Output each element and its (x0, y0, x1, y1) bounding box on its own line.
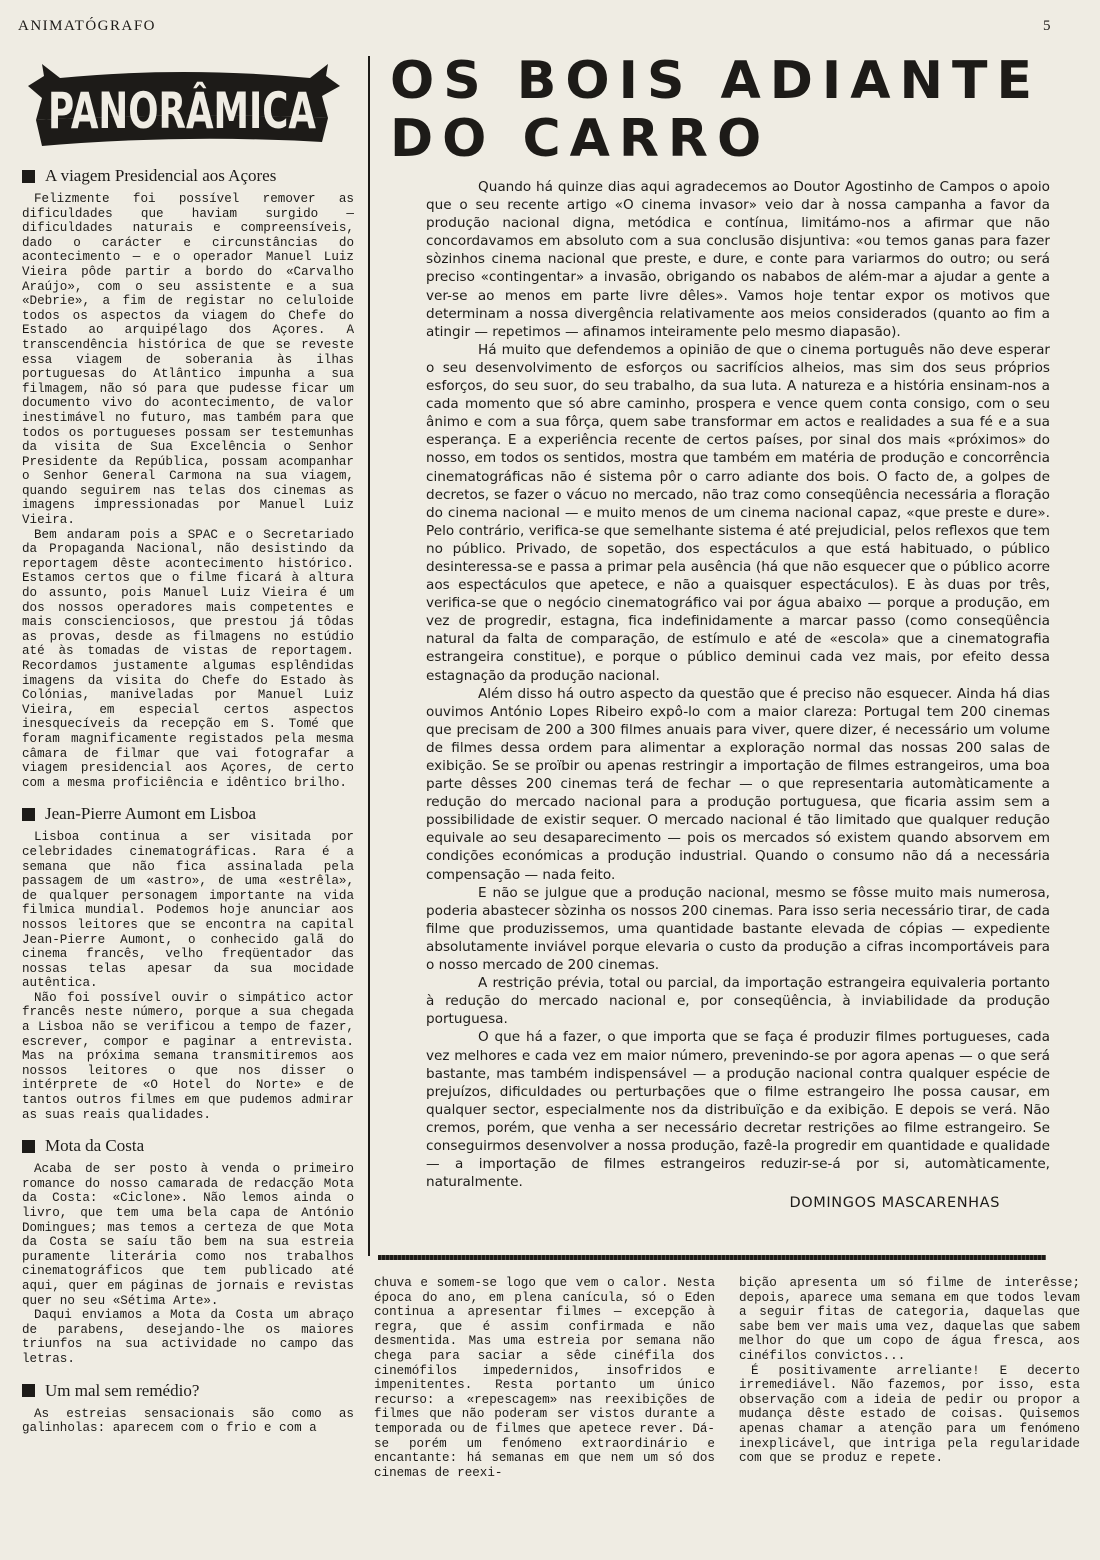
article-paragraph: O que há a fazer, o que importa que se faça é produzir filmes portugueses, cada vez melhores e cada vez em maior número, prevenindo-se por agora apenas — o que será bastante, mas também indispensável — a produção nacional contra qualquer espécie de prejuízos, dificuldades ou perturbações que o filme estrangeiro lhe possa causar, em qualquer sector, especialmente nos da distribuïção e da exibição. E depois se verá. Não cremos, porém, que venha a ser necessário decretar restrições ao filme estrangeiro. Se conseguirmos desenvolver a nossa produção, fazê-la progredir em quantidade e qualidade — a importação de filmes estrangeiros reduzir-se-á por si, automàticamente, naturalmente. (426, 1029, 1050, 1191)
square-bullet-icon (22, 1384, 35, 1397)
article-paragraph: A restrição prévia, total ou parcial, da importação estrangeira equivaleria portanto à redução do mercado nacional e, por conseqüência, à inviabilidade da produção portuguesa. (426, 975, 1050, 1028)
continuation-paragraph: chuva e somem-se logo que vem o calor. Nesta época do ano, em plena canícula, só o Eden continua a apresentar filmes — excepção à regra, que é assim confirmada e não desmentida. Mas uma estreia por semana não chega para saciar a sêde cinéfila dos cinemófilos impedernidos, insofridos e impenitentes. Resta portanto um único recurso: a «repescagem» nas reexibições de filmes que não poderam ser vistos durante a temporada ou de filmes que apetece rever. Dá-se porém um fenómeno extraordinário e encantante: há semanas em que nem um só dos cinemas de reexi- (374, 1276, 715, 1480)
section-title: Mota da Costa (45, 1136, 145, 1156)
section-title: Um mal sem remédio? (45, 1380, 200, 1400)
article-byline: DOMINGOS MASCARENHAS (789, 1195, 1000, 1212)
section-paragraph: Não foi possível ouvir o simpático actor francês neste número, porque a sua chegada a Lisboa não se verificou a tempo de fazer, escrever, compor e paginar a entrevista. Mas na próxima semana transmitiremos aos nossos leitores o que nos disser o intérprete de «O Hotel do Norte» e de tantos outros filmes em que pudemos admirar as suas reais qualidades. (22, 990, 354, 1122)
panoramica-column (22, 56, 425, 1546)
article-paragraph: Há muito que defendemos a opinião de que o cinema português não deve esperar o seu desenvolvimento de esforços ou sacrifícios alheios, mas sim dos seus próprios esforços, do seu suor, do seu trabalho, da sua luta. A natureza e a história ensinam-nos a cada momento que só abre caminho, prospera e vence quem conta consigo, com o seu ânimo e com a sua fôrça, quem sabe transformar em actos e realidades a sua fé e a sua esperança. E a experiência recente de certos países, por sinal dos mais «próximos» do nosso, em todos os sentidos, mostra que também em matéria de produção e concorrência cinematográficas não é sistema pôr o carro adiante dos bois. O facto de, a golpes de decretos, se fazer o vácuo no mercado, não traz como conseqüência necessária a floração do cinema nacional — e muito menos de um cinema nacional capaz, «que preste e dure». Pelo contrário, verifica-se que semelhante sistema é até prejudicial, pelos reflexos que tem no público. Privado, de sopetão, dos espectáculos a que está habituado, o público desinteressa-se e passa a primar pela ausência (há que não esquecer que o público acorre aos espectáculos que apetece, e não a quaisquer espectáculos). E às duas por três, verifica-se que o negócio cinematográfico vai por água abaixo — porque a produção, em vez de progredir, estagna, fica indefinidamente a marcar passo (como conseqüência natural da falta de comparação, de estímulo e até de «escola» que a cinematografia estrangeira constitue), e porque o público deminui cada vez mais, por efeito dessa estagnação da produção nacional. (426, 341, 1050, 684)
headline-line-2: DO CARRO (390, 109, 771, 169)
section-viagem (22, 166, 354, 790)
section-paragraph: Daqui enviamos a Mota da Costa um abraço de parabens, desejando-lhe os maiores triunfos na sua actividade no campo das letras. (22, 1308, 354, 1366)
article-body (382, 178, 1050, 1211)
page-number: 5 (1043, 18, 1052, 34)
running-head (18, 18, 1052, 40)
section-mota-da-costa (22, 1136, 354, 1366)
section-aumont (22, 804, 354, 1122)
section-title: A viagem Presidencial aos Açores (45, 166, 277, 185)
horizontal-divider (378, 1255, 1046, 1260)
section-paragraph: Bem andaram pois a SPAC e o Secretariado da Propaganda Nacional, não desistindo da reportagem dêste acontecimento histórico. Estamos certos que o filme ficará à altura do assunto, pois Manuel Luiz Vieira é um dos nossos operadores mais competentes e mais conscienciosos, que prestou já tôdas as provas, desde as filmagens no estúdio até às tomadas de vistas de reportagem. Recordamos justamente algumas esplêndidas imagens da visita do Chefe do Estado às Colónias, maniveladas por Manuel Luiz Vieira, em especial certos aspectos inesquecíveis da recepção em S. Tomé que foram magnificamente registados pela mesma câmara de filmar que vai fotografar a viagem presidencial aos Açores, de certo com a mesma proficiência e idêntico brilho. (22, 527, 354, 790)
panoramica-logo-banner (22, 56, 425, 152)
section-title: Jean-Pierre Aumont em Lisboa (45, 804, 257, 824)
article-headline (382, 52, 1050, 168)
article-paragraph: Além disso há outro aspecto da questão que é preciso não esquecer. Ainda há dias ouvimos António Lopes Ribeiro expô-lo com a maior clareza: Portugal tem 200 cinemas que precisam de 200 a 300 filmes anuais para viver, quere dizer, é necessário um volume de filmes dessa ordem para alimentar a exploração normal das nossas 200 salas de exibição. Se se proïbir ou apenas restringir a importação de filmes estrangeiros, uma boa parte dêsses 200 cinemas terá de fechar — o que representaria automàticamente a redução do mercado nacional para a produção portuguesa, que ficaria assim sem a possibilidade de existir sequer. O mercado nacional é tão limitado que qualquer redução equivale ao seu desaparecimento — pois os mercados só existem quando absorvem em condições económicas a produção industrial. Quando o consumo não dá a necessária compensação — nada feito. (426, 685, 1050, 883)
continuation-paragraph: bição apresenta um só filme de interêsse; depois, aparece uma semana em que todos levam a seguir fitas de categoria, daquelas que sabe bem ver mais uma vez, daquelas que sabem melhor do que um copo de água fresca, aos cinéfilos convictos... (739, 1276, 1080, 1363)
section-paragraph: Acaba de ser posto à venda o primeiro romance do nosso camarada de redacção Mota da Costa: «Ciclone». Não lemos ainda o livro, que tem uma bela capa de António Domingues; mas temos a certeza de que Mota da Costa se saíu tão bem na sua estreia puramente literária como nos trabalhos cinematográficos que tem publicado até aqui, quer em páginas de jornais e revistas quer no seu «Sétima Arte». (22, 1162, 354, 1308)
column-divider (368, 56, 370, 1256)
continuation-paragraph: É positivamente arreliante! E decerto irremediável. Não fazemos, por isso, esta observação com a ideia de pedir ou propor a mudança dêste estado de coisas. Quisemos apenas chamar a atenção para um fenómeno inexplicável, que intriga pela regularidade com que se produz e repete. (739, 1363, 1080, 1466)
magazine-title: ANIMATÓGRAFO (18, 18, 157, 34)
headline-line-1: OS BOIS ADIANTE (390, 51, 1042, 111)
continuation-column-1 (374, 1276, 715, 1480)
section-paragraph: As estreias sensacionais são como as galinholas: aparecem com o frio e com a (22, 1406, 354, 1436)
section-paragraph: Felizmente foi possível remover as dificuldades que haviam surgido — dificuldades naturais e compreensíveis, dado o carácter e circunstâncias do acontecimento — e o operador Manuel Luiz Vieira pôde partir a bordo do «Carvalho Araújo», com o seu assistente e a sua «Debrie», a fim de registar no celuloide todos os aspectos da viagem do Chefe do Estado ao arquipélago dos Açores. A transcendência histórica de que se reveste essa viagem de soberania às ilhas portuguesas do Atlântico impunha a sua filmagem, não só para que pudesse ficar um documento vivo do acontecimento, de valor inestimável no futuro, mas também para que todos os portugueses possam ser testemunhas da visita de Sua Excelência o Senhor Presidente da República, possam acompanhar o Senhor General Carmona na sua viagem, quando seguirem nas telas dos cinemas as imagens impressionadas por Manuel Luiz Vieira. (22, 192, 354, 528)
panoramica-logo-text: PANORÂMICA (48, 82, 425, 140)
square-bullet-icon (22, 808, 35, 821)
panoramica-logo (22, 56, 425, 156)
continuation-column-2 (739, 1276, 1080, 1480)
square-bullet-icon (22, 170, 35, 183)
article-paragraph: Quando há quinze dias aqui agradecemos ao Doutor Agostinho de Campos o apoio que o seu recente artigo «O cinema invasor» veio dar à nossa campanha a favor da produção nacional digna, metódica e contínua, limitámo-nos a afirmar que não concordavamos em absoluto com a sua conclusão disjuntiva: «ou temos ganas para fazer sòzinhos cinema nacional que preste, e dure, e conte para variarmos do outro; ou será preciso «contingentar» a invasão, obrigando os nababos de além-mar a ajudar a gente a ver-se ao menos em parte livre dêles». Vamos hoje tentar expor os motivos que determinam a nossa divergência relativamente aos meios considerados (quanto ao fim a atingir — repetimos — afinamos inteiramente pelo mesmo diapasão). (426, 179, 1050, 340)
article-paragraph: E não se julgue que a produção nacional, mesmo se fôsse muito mais numerosa, poderia abastecer sòzinha os nossos 200 cinemas. Para isso seria necessário tirar, de cada filme que produzissemos, uma quantidade bastante elevada de cópias — expediente absolutamente inviável porque elevaria o custo da produção a cifras incomportáveis para o nosso mercado de 200 cinemas. (426, 884, 1050, 974)
square-bullet-icon (22, 1140, 35, 1153)
section-paragraph: Lisboa continua a ser visitada por celebridades cinematográficas. Rara é a semana que não fica assinalada pela passagem de um «astro», de uma «estrêla», de qualquer personagem importante na vida filmica mundial. Podemos hoje anunciar aos nossos leitores que se encontra na capital Jean-Pierre Aumont, o conhecido galã do cinema francês, velho freqüentador das nossas telas apesar da sua mocidade autêntica. (22, 830, 354, 991)
section-mal-sem-remedio (22, 1381, 354, 1436)
continuation-columns (374, 1276, 1080, 1480)
main-article (382, 52, 1050, 1211)
